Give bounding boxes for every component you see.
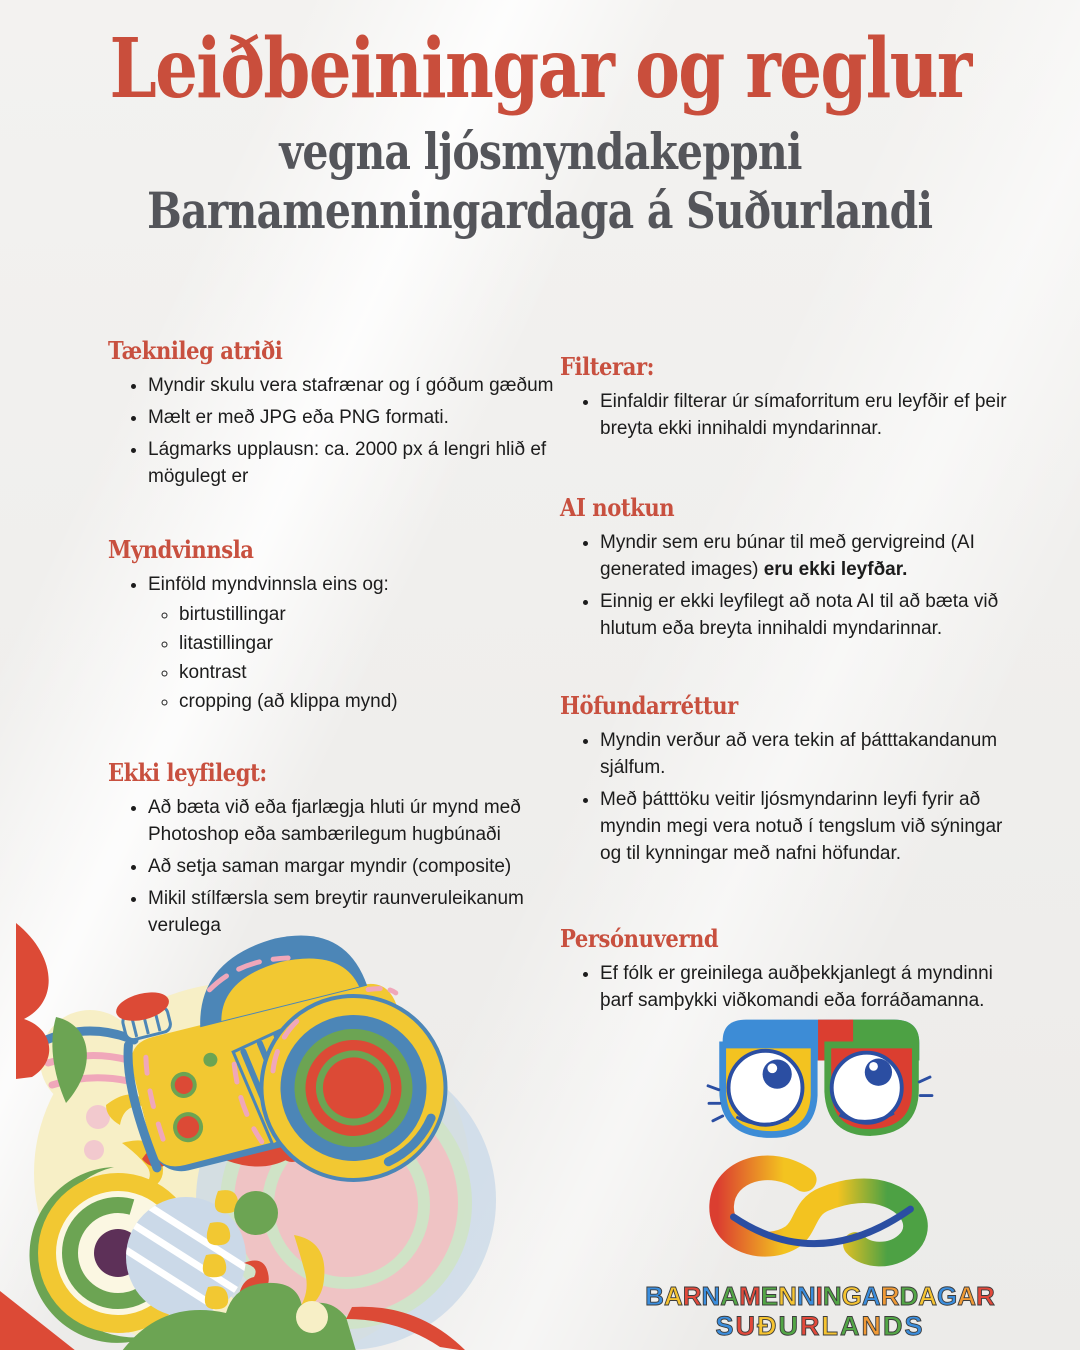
header — [0, 21, 1080, 240]
bullet-list — [560, 530, 1018, 643]
section-filters — [560, 352, 1018, 443]
logo-text-line-1: BARNAMENNINGARDAGAR — [645, 1281, 995, 1311]
bullet-item: • Mikil stílfærsla sem breytir raunveruleikanum verulega — [148, 886, 554, 940]
section-copyright — [560, 691, 1018, 868]
section-technical — [108, 336, 554, 491]
section-ai — [560, 493, 1018, 643]
bullet-item: • Mælt er með JPG eða PNG formati. — [148, 405, 554, 432]
bullet-item: • Einfaldir filterar úr símaforritum eru leyfðir ef þeir breyta ekki innihaldi myndarinnar. — [600, 389, 1018, 443]
sub-bullet-item: ◦ kontrast — [179, 660, 554, 687]
bullet-item: • Að setja saman margar myndir (composite) — [148, 854, 554, 881]
section-heading: Ekki leyfilegt: — [108, 757, 267, 787]
logo-text-line-2: SUÐURLANDS — [715, 1311, 925, 1342]
page-subtitle — [0, 122, 1080, 240]
crayon-glasses-icon — [702, 1006, 938, 1152]
camera-illustration — [0, 905, 522, 1350]
section-heading: Tæknileg atriði — [108, 336, 283, 365]
section-heading: AI notkun — [560, 492, 675, 522]
sub-bullet-item: ◦ litastillingar — [179, 631, 554, 658]
bullet-list — [108, 373, 554, 491]
bullet-item: • Lágmarks upplausn: ca. 2000 px á lengri hlið ef mögulegt er — [148, 437, 554, 491]
sub-bullet-list — [148, 602, 554, 716]
bullet-list — [108, 572, 554, 716]
bullet-list — [560, 728, 1018, 868]
page-title: Leiðbeiningar og reglur — [109, 21, 971, 117]
crayon-smile-icon — [702, 1152, 938, 1274]
bullet-item: • Einföld myndvinnsla eins og: ◦ birtustillingar ◦ litastillingar ◦ kontrast ◦ cropping (að klippa mynd) — [148, 572, 554, 716]
festival-logo — [630, 1006, 1010, 1341]
bullet-item: • Einnig er ekki leyfilegt að nota AI til að bæta við hlutum eða breyta innihaldi myndarinnar. — [600, 589, 1018, 643]
section-heading: Höfundarréttur — [560, 690, 738, 720]
camera-doodle-svg — [0, 905, 522, 1350]
section-editing — [108, 535, 554, 716]
bullet-list — [560, 389, 1018, 443]
sub-bullet-item: ◦ birtustillingar — [179, 602, 554, 629]
bullet-item: • Myndin verður að vera tekin af þátttakandanum sjálfum. — [600, 728, 1018, 782]
bold-emphasis: eru ekki leyfðar. — [763, 558, 908, 580]
section-heading: Filterar: — [560, 352, 655, 381]
left-column — [108, 336, 554, 945]
right-column — [560, 352, 1018, 1020]
subtitle-line-2: Barnamenningardaga á Suðurlandi — [147, 181, 933, 240]
sub-bullet-item: ◦ cropping (að klippa mynd) — [179, 689, 554, 716]
subtitle-line-1: vegna ljósmyndakeppni — [278, 122, 802, 181]
bullet-item: • Ef fólk er greinilega auðþekkjanlegt á myndinni þarf samþykki viðkomandi eða forráðamanna. — [600, 961, 1018, 1015]
bullet-item: • Að bæta við eða fjarlægja hluti úr mynd með Photoshop eða sambærilegum hugbúnaði — [148, 795, 554, 849]
bullet-item: • Með þátttöku veitir ljósmyndarinn leyfi fyrir að myndin megi vera notuð í tengslum við sýningar og til kynningar með nafni höfundar. — [600, 787, 1018, 868]
bullet-item: • Myndir skulu vera stafrænar og í góðum gæðum — [148, 373, 554, 400]
section-heading: Myndvinnsla — [108, 534, 254, 564]
section-heading: Persónuvernd — [560, 923, 719, 953]
section-privacy — [560, 924, 1018, 1015]
bullet-item: • Myndir sem eru búnar til með gervigreind (AI generated images) eru ekki leyfðar. — [600, 530, 1018, 584]
